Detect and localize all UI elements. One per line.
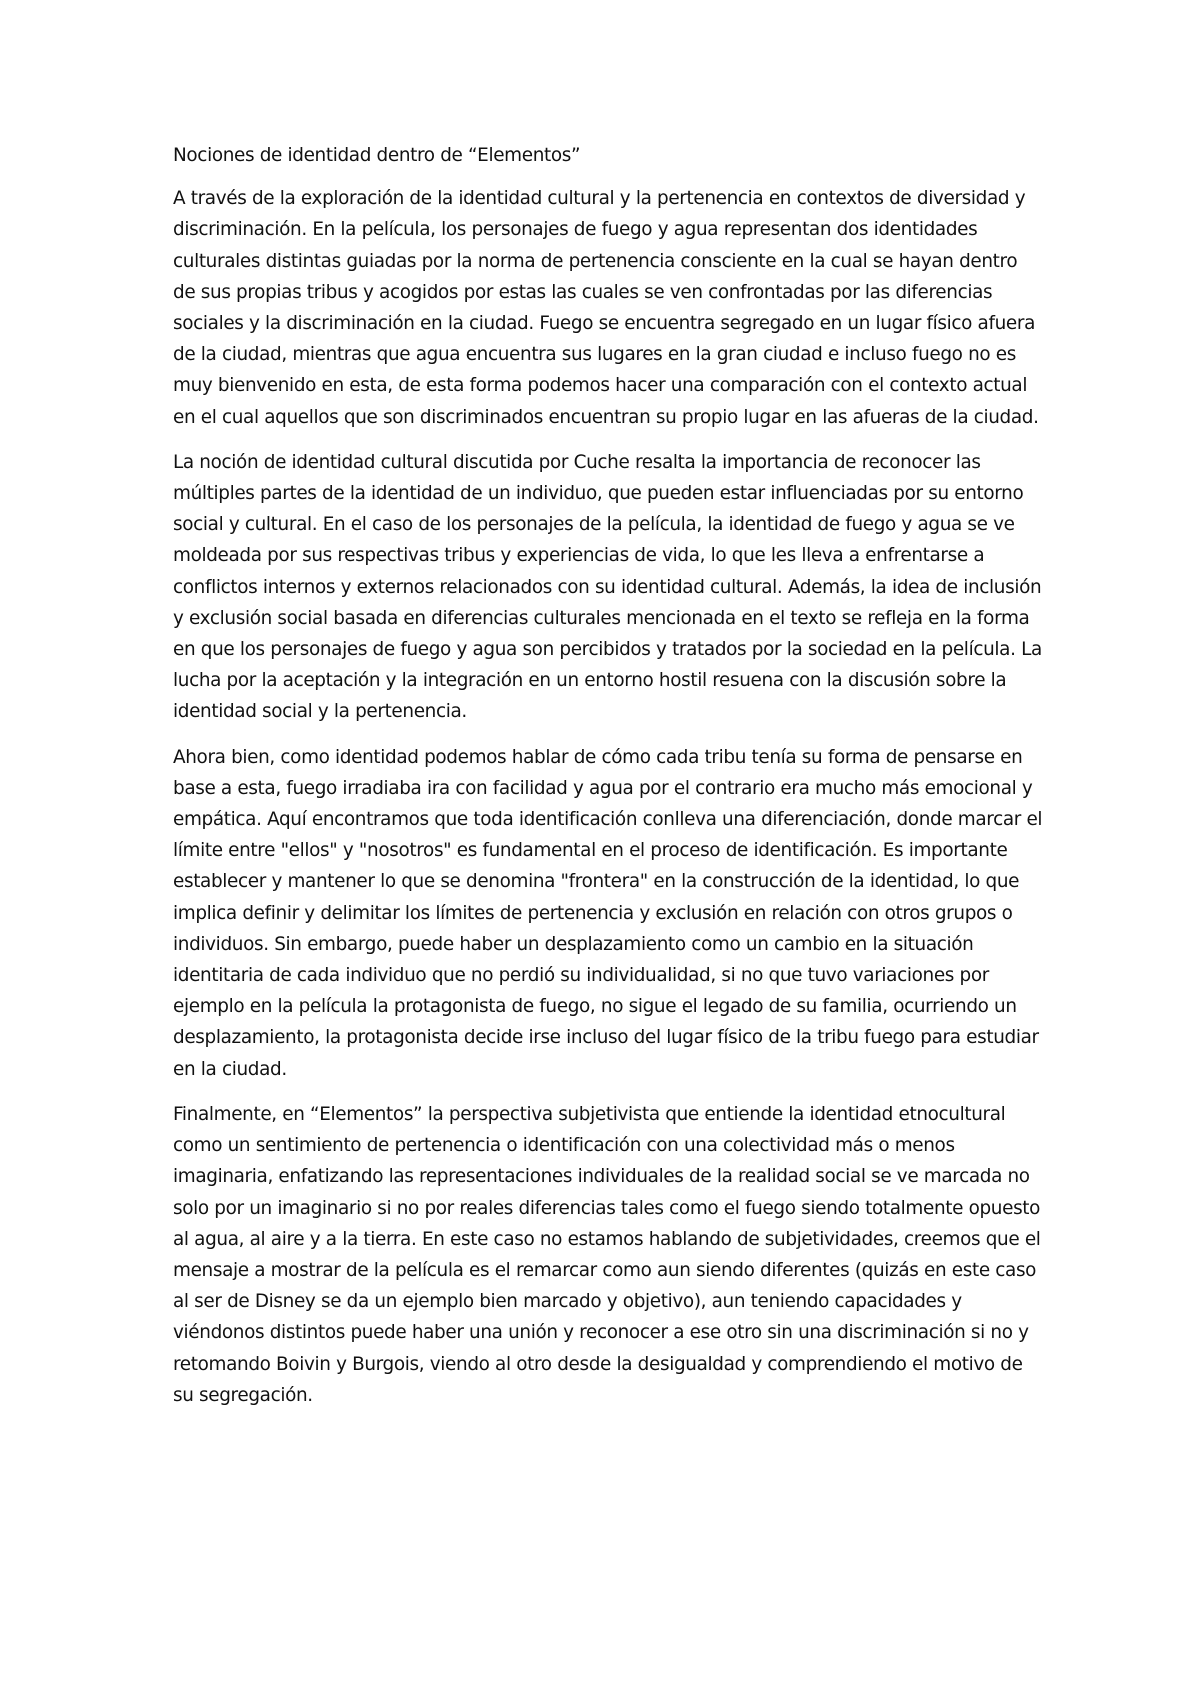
paragraph-1: A través de la exploración de la identidad cultural y la pertenencia en contextos de diversidad y discriminación. En la película, los personajes de fuego y agua representan dos identidades culturales distintas guiadas por la norma de pertenencia consciente en la cual se hayan dentro de sus propias tribus y acogidos por estas las cuales se ven confrontadas por las diferencias sociales y la discriminación en la ciudad. Fuego se encuentra segregado en un lugar físico afuera de la ciudad, mientras que agua encuentra sus lugares en la gran ciudad e incluso fuego no es muy bienvenido en esta, de esta forma podemos hacer una comparación con el contexto actual en el cual aquellos que son discriminados encuentran su propio lugar en las afueras de la ciudad. (173, 188, 1039, 428)
paragraph-4: Finalmente, en “Elementos” la perspectiva subjetivista que entiende la identidad etnocultural como un sentimiento de pertenencia o identificación con una colectividad más o menos imaginaria, enfatizando las representaciones individuales de la realidad social se ve marcada no solo por un imaginario si no por reales diferencias tales como el fuego siendo totalmente opuesto al agua, al aire y a la tierra. En este caso no estamos hablando de subjetividades, creemos que el mensaje a mostrar de la película es el remarcar como aun siendo diferentes (quizás en este caso al ser de Disney se da un ejemplo bien marcado y objetivo), aun teniendo capacidades y viéndonos distintos puede haber una unión y reconocer a ese otro sin una discriminación si no y retomando Boivin y Burgois, viendo al otro desde la desigualdad y comprendiendo el motivo de su segregación. (173, 1103, 1041, 1406)
document-body (173, 140, 1045, 1425)
document-title: Nociones de identidad dentro de “Elementos” (173, 145, 581, 166)
paragraph-2: La noción de identidad cultural discutida por Cuche resalta la importancia de reconocer las múltiples partes de la identidad de un individuo, que pueden estar influenciadas por su entorno social y cultural. En el caso de los personajes de la película, la identidad de fuego y agua se ve moldeada por sus respectivas tribus y experiencias de vida, lo que les lleva a enfrentarse a conflictos internos y externos relacionados con su identidad cultural. Además, la idea de inclusión y exclusión social basada en diferencias culturales mencionada en el texto se refleja en la forma en que los personajes de fuego y agua son percibidos y tratados por la sociedad en la película. La lucha por la aceptación y la integración en un entorno hostil resuena con la discusión sobre la identidad social y la pertenencia. (173, 451, 1042, 723)
paragraph-3: Ahora bien, como identidad podemos hablar de cómo cada tribu tenía su forma de pensarse en base a esta, fuego irradiaba ira con facilidad y agua por el contrario era mucho más emocional y empática. Aquí encontramos que toda identificación conlleva una diferenciación, donde marcar el límite entre "ellos" y "nosotros" es fundamental en el proceso de identificación. Es importante establecer y mantener lo que se denomina "frontera" en la construcción de la identidad, lo que implica definir y delimitar los límites de pertenencia y exclusión en relación con otros grupos o individuos. Sin embargo, puede haber un desplazamiento como un cambio en la situación identitaria de cada individuo que no perdió su individualidad, si no que tuvo variaciones por ejemplo en la película la protagonista de fuego, no sigue el legado de su familia, ocurriendo un desplazamiento, la protagonista decide irse incluso del lugar físico de la tribu fuego para estudiar en la ciudad. (173, 746, 1043, 1080)
